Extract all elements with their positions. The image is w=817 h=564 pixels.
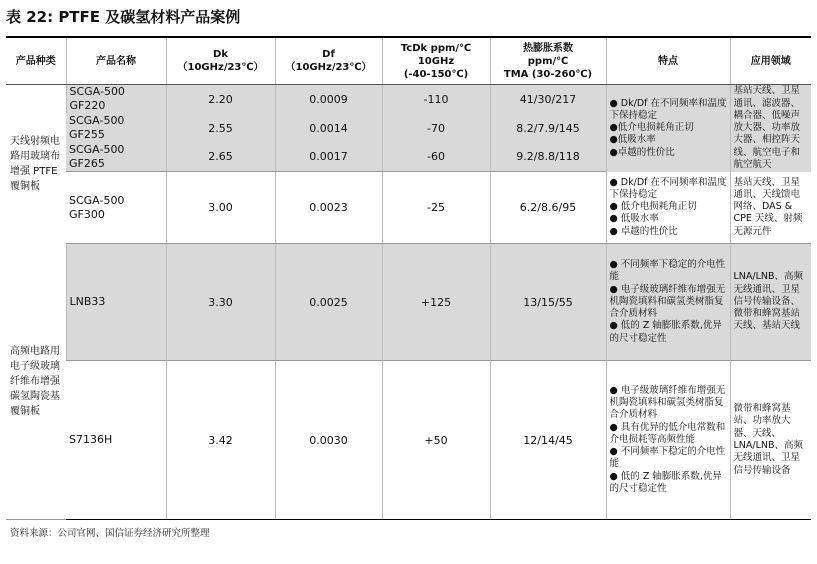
application-cell: 基站天线、卫星通讯、滤波器、耦合器、低噪声放大器、功率放大器、相控阵天线、航空电子和航空航天 xyxy=(730,85,811,172)
dk-value: 3.30 xyxy=(166,244,275,361)
application-cell: 基站天线、卫星通讯、天线馈电网络、DAS & CPE 天线、射频无源元件 xyxy=(730,172,811,244)
cte-value: 9.2/8.8/118 xyxy=(490,143,606,172)
feature-line: ● 低的 Z 轴膨胀系数,优异的尺寸稳定性 xyxy=(609,470,722,495)
product-name-text: SCGA-500 GF220 xyxy=(69,85,125,113)
application-cell: 微带和蜂窝基站、功率放大器、天线、LNA/LNB、高频无线通讯、卫星信号传输设备 xyxy=(730,361,811,520)
feature-line: ● Dk/Df 在不同频率和温度下保持稳定 xyxy=(609,97,727,121)
header-tcdk-text: TcDk ppm/℃ 10GHz (-40-150℃) xyxy=(400,42,472,80)
product-name xyxy=(66,143,166,172)
header-thermal xyxy=(490,38,606,85)
dk-value: 2.65 xyxy=(166,143,275,172)
header-dk xyxy=(166,38,275,85)
feature-cell xyxy=(606,244,730,361)
tcdk-value: -110 xyxy=(382,85,490,114)
feature-line: ● 电子级玻璃纤维布增强无机陶瓷填料和碳氢类树脂复合介质材料 xyxy=(609,283,726,320)
feature-line: ● 低的 Z 轴膨胀系数,优异的尺寸稳定性 xyxy=(609,320,722,344)
feature-line: ● 低介电损耗角正切 xyxy=(609,201,697,213)
product-name-text: SCGA-500 GF300 xyxy=(69,193,125,221)
feature-cell xyxy=(606,85,730,172)
feature-line: ● 不同频率下稳定的介电性能 xyxy=(609,258,726,283)
product-table xyxy=(6,38,811,520)
product-name xyxy=(66,361,166,520)
feature-line: ●低吸水率 xyxy=(609,134,656,146)
header-name: 产品名称 xyxy=(66,38,166,85)
table-title: 表 22: PTFE 及碳氢材料产品案例 xyxy=(6,8,241,26)
dk-value: 2.55 xyxy=(166,114,275,143)
feature-line: ● Dk/Df 在不同频率和温度下保持稳定 xyxy=(609,176,727,200)
feature-line: ● 不同频率下稳定的介电性能 xyxy=(609,446,726,470)
dk-value: 3.00 xyxy=(166,172,275,244)
df-value: 0.0025 xyxy=(275,244,382,361)
cte-value: 6.2/8.6/95 xyxy=(490,172,606,244)
header-dk-text: Dk （10GHz/23℃） xyxy=(177,49,264,73)
category-ptfe: 天线射频电路用玻璃布增强 PTFE 覆铜板 xyxy=(10,136,60,193)
product-name-text: SCGA-500 GF265 xyxy=(69,142,125,170)
header-tcdk xyxy=(382,38,490,85)
dk-value: 2.20 xyxy=(166,85,275,114)
cte-value: 12/14/45 xyxy=(490,361,606,520)
header-category: 产品种类 xyxy=(6,38,66,85)
cte-value: 8.2/7.9/145 xyxy=(490,114,606,143)
tcdk-value: -60 xyxy=(382,143,490,172)
product-name-text: S7136H xyxy=(69,433,113,446)
product-name xyxy=(66,244,166,361)
product-name xyxy=(66,114,166,143)
header-feature: 特点 xyxy=(606,38,730,85)
product-name xyxy=(66,85,166,114)
source-note: 资料来源：公司官网、国信证券经济研究所整理 xyxy=(10,528,210,539)
header-application: 应用领域 xyxy=(730,38,811,85)
product-name-text: SCGA-500 GF255 xyxy=(69,114,125,141)
product-name xyxy=(66,172,166,244)
cte-value: 13/15/55 xyxy=(490,244,606,361)
tcdk-value: +125 xyxy=(382,244,490,361)
tcdk-value: +50 xyxy=(382,361,490,520)
header-df xyxy=(275,38,382,85)
df-value: 0.0009 xyxy=(275,85,382,114)
product-name-text: LNB33 xyxy=(69,295,106,308)
header-thermal-text: 热膨胀系数 ppm/℃ TMA (30-260℃) xyxy=(503,42,593,80)
feature-line: ● 低吸水率 xyxy=(609,213,659,225)
feature-line: ● 具有优异的低介电常数和介电损耗等高频性能 xyxy=(609,421,726,445)
feature-line: ●卓越的性价比 xyxy=(609,146,675,158)
header-df-text: Df （10GHz/23℃） xyxy=(285,49,372,73)
dk-value: 3.42 xyxy=(166,361,275,520)
feature-line: ●低介电损耗角正切 xyxy=(609,122,694,134)
tcdk-value: -70 xyxy=(382,114,490,143)
df-value: 0.0023 xyxy=(275,172,382,244)
tcdk-value: -25 xyxy=(382,172,490,244)
feature-cell xyxy=(606,172,730,244)
feature-line: ● 卓越的性价比 xyxy=(609,225,678,237)
cte-value: 41/30/217 xyxy=(490,85,606,114)
feature-cell xyxy=(606,361,730,520)
application-cell: LNA/LNB、高频无线通讯、卫星信号传输设备、微带和蜂窝基站天线、基站天线 xyxy=(730,244,811,361)
category-hydrocarbon: 高频电路用电子级玻璃纤维布增强碳氢陶瓷基覆铜板 xyxy=(6,244,66,520)
df-value: 0.0030 xyxy=(275,361,382,520)
df-value: 0.0017 xyxy=(275,143,382,172)
df-value: 0.0014 xyxy=(275,114,382,143)
feature-line: ● 电子级玻璃纤维布增强无机陶瓷填料和碳氢类树脂复合介质材料 xyxy=(609,384,726,421)
